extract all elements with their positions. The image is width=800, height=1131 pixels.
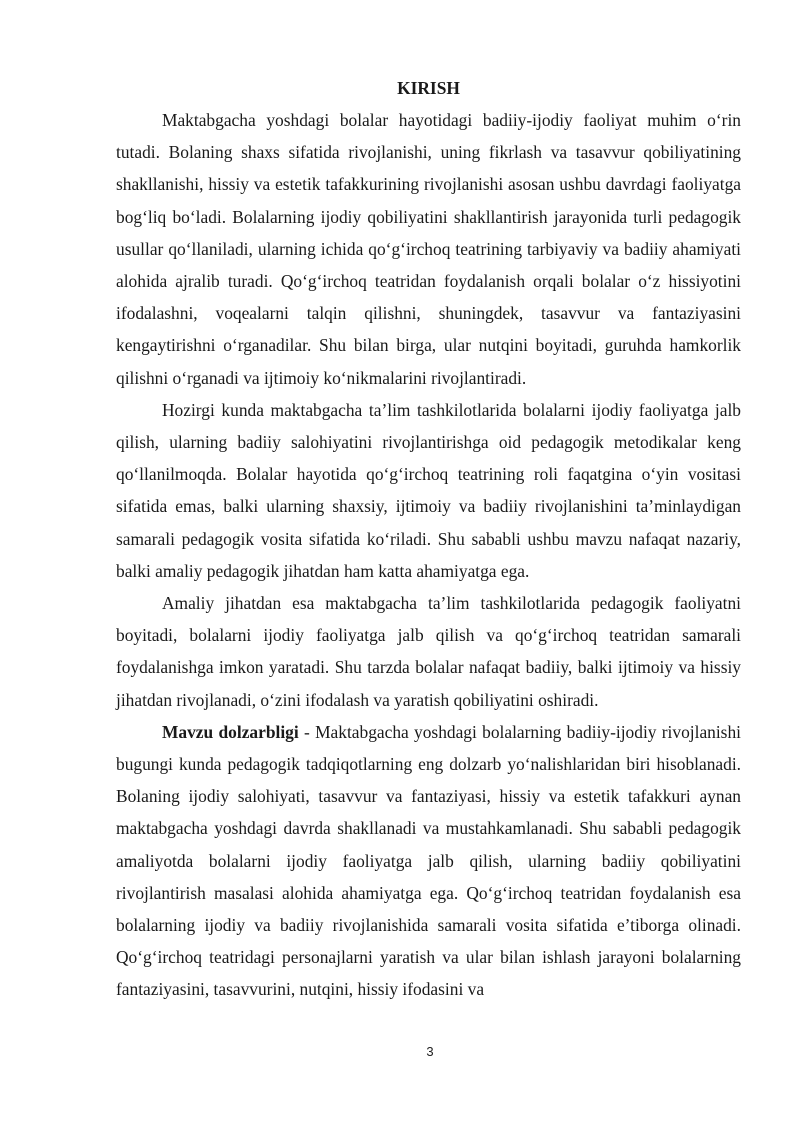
page-content — [116, 72, 741, 1006]
paragraph-4-text: - Maktabgacha yoshdagi bolalarning badiiy-ijodiy rivojlanishi bugungi kunda pedagogik tadqiqotlarning eng dolzarb yo‘nalishlaridan biri hisoblanadi. Bolaning ijodiy salohiyati, tasavvur va fantaziyasi, hissiy va estetik tafakkuri aynan maktabgacha yoshdagi davrda shakllanadi va mustahkamlanadi. Shu sababli pedagogik amaliyotda bolalarni ijodiy faoliyatga jalb qilish, ularning badiiy qobiliyatini rivojlantirish masalasi alohida ahamiyatga ega. Qo‘g‘irchoq teatridan foydalanish esa bolalarning ijodiy va badiiy rivojlanishida samarali vosita sifatida e’tiborga olinadi. Qo‘g‘irchoq teatridagi personajlarni yaratish va ular bilan ishlash jarayoni bolalarning fantaziyasini, tasavvurini, nutqini, hissiy ifodasini va — [116, 721, 741, 1000]
paragraph-4 — [116, 716, 741, 1006]
paragraph-1-text: Maktabgacha yoshdagi bolalar hayotidagi badiiy-ijodiy faoliyat muhim o‘rin tutadi. Bolaning shaxs sifatida rivojlanishi, uning fikrlash va tasavvur qobiliyatining shakllanishi, hissiy va estetik tafakkurining rivojlanishi asosan ushbu davrdagi faoliyatga bog‘liq bo‘ladi. Bolalarning ijodiy qobiliyatini shakllantirish jarayonida turli pedagogik usullar qo‘llaniladi, ularning ichida qo‘g‘irchoq teatrining tarbiyaviy va badiiy ahamiyati alohida ajralib turadi. Qo‘g‘irchoq teatridan foydalanish orqali bolalar o‘z hissiyotini ifodalashni, voqealarni talqin qilishni, shuningdek, tasavvur va fantaziyasini kengaytirishni o‘rganadilar. Shu bilan birga, ular nutqini boyitadi, guruhda hamkorlik qilishni o‘rganadi va ijtimoiy ko‘nikmalarini rivojlantiradi. — [116, 110, 741, 388]
section-heading: KIRISH — [397, 78, 460, 98]
paragraph-4-lead: Mavzu dolzarbligi — [162, 721, 299, 742]
page-number: 3 — [426, 1044, 434, 1059]
paragraph-1 — [116, 104, 741, 394]
paragraph-2-text: Hozirgi kunda maktabgacha ta’lim tashkilotlarida bolalarni ijodiy faoliyatga jalb qilish, ularning badiiy salohiyatini rivojlantirishga oid pedagogik metodikalar keng qo‘llanilmoqda. Bolalar hayotida qo‘g‘irchoq teatrining roli faqatgina o‘yin vositasi sifatida emas, balki ularning shaxsiy, ijtimoiy va badiiy rivojlanishini ta’minlaydigan samarali pedagogik vosita sifatida ko‘riladi. Shu sababli ushbu mavzu nafaqat nazariy, balki amaliy pedagogik jihatdan ham katta ahamiyatga ega. — [116, 399, 741, 581]
paragraph-3 — [116, 587, 741, 716]
paragraph-2 — [116, 394, 741, 587]
paragraph-3-text: Amaliy jihatdan esa maktabgacha ta’lim tashkilotlarida pedagogik faoliyatni boyitadi, bolalarni ijodiy faoliyatga jalb qilish va qo‘g‘irchoq teatridan samarali foydalanishga imkon yaratadi. Shu tarzda bolalar nafaqat badiiy, balki ijtimoiy va hissiy jihatdan rivojlanadi, o‘zini ifodalash va yaratish qobiliyatini oshiradi. — [116, 593, 741, 710]
